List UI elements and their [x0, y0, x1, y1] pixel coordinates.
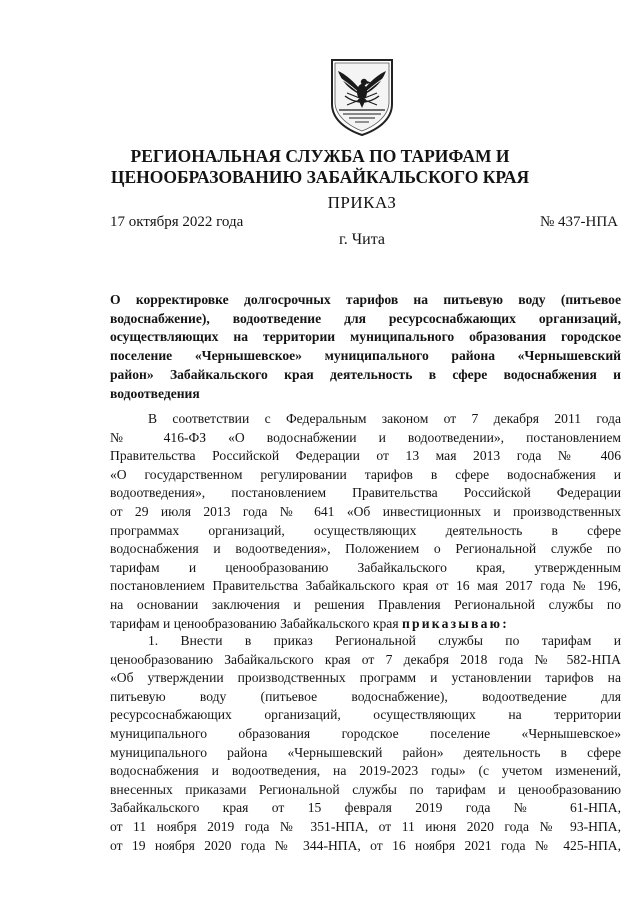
organization-name-line: ЦЕНООБРАЗОВАНИЮ ЗАБАЙКАЛЬСКОГО КРАЯ: [110, 167, 530, 187]
paragraph-line: от 11 ноября 2019 года № 351-НПА, от 11 июня 2020 года № 93-НПА,: [110, 818, 621, 834]
paragraph-line: от 29 июля 2013 года № 641 «Об инвестиционных и производственных: [110, 503, 621, 519]
document-number: № 437-НПА: [539, 214, 618, 230]
paragraph-line: муниципального образования городское поселение «Чернышевское»: [110, 725, 621, 741]
document-type: ПРИКАЗ: [327, 193, 397, 212]
paragraph-line: на основании заключения и решения Правления Региональной службы по: [110, 596, 621, 612]
paragraph-line: водоснабжения и водоотведения», Положением о Региональной службе по: [110, 541, 621, 557]
paragraph-line: «О государственном регулировании тарифов в сфере водоснабжения и: [110, 466, 621, 482]
document-city: г. Чита: [338, 231, 385, 248]
title-line: район» Забайкальского края деятельность в сфере водоснабжения и: [110, 366, 621, 382]
paragraph-line: № 416-ФЗ «О водоснабжении и водоотведении», постановлением: [110, 429, 621, 445]
paragraph-line: 1. Внести в приказ Региональной службы по тарифам и: [148, 633, 621, 648]
preamble-paragraph: [110, 410, 621, 633]
title-line: водоотведения: [110, 385, 200, 401]
title-line: водоснабжение), водоотведение для ресурсоснабжающих организаций,: [110, 310, 621, 326]
paragraph-line: водоснабжения и водоотведения, на 2019-2023 годы» (с учетом изменений,: [110, 763, 621, 779]
paragraph-line: ресурсоснабжающих организаций, осуществляющих на территории: [110, 707, 621, 723]
paragraph-line: внесенных приказами Региональной службы по тарифам и ценообразованию: [110, 781, 621, 797]
paragraph-line: водоотведения», постановлением Правительства Российской Федерации: [110, 485, 621, 501]
paragraph-line: Правительства Российской Федерации от 13 мая 2013 года № 406: [110, 448, 621, 464]
title-line: осуществляющих на территории муниципального образования городское: [110, 329, 621, 345]
coat-of-arms-emblem: [329, 58, 395, 136]
item-1-paragraph: [110, 632, 621, 855]
organization-name-line: РЕГИОНАЛЬНАЯ СЛУЖБА ПО ТАРИФАМ И: [130, 146, 510, 166]
document-date: 17 октября 2022 года: [110, 214, 244, 230]
paragraph-text: тарифам и ценообразованию Забайкальского края: [110, 615, 402, 631]
paragraph-line: программах организаций, осуществляющих деятельность в сфере: [110, 522, 621, 538]
paragraph-line: ценообразованию Забайкальского края от 7 декабря 2018 года № 582-НПА: [110, 651, 621, 667]
order-keyword: приказываю:: [401, 615, 509, 631]
title-line: О корректировке долгосрочных тарифов на питьевую воду (питьевое: [110, 292, 621, 307]
organization-name: [0, 146, 640, 188]
paragraph-line: В соответствии с Федеральным законом от 7 декабря 2011 года: [148, 411, 621, 426]
paragraph-line: [110, 615, 621, 634]
title-line: поселение «Чернышевское» муниципального района «Чернышевский: [110, 348, 621, 364]
paragraph-line: «Об утверждении производственных программ и установлении тарифов на: [110, 670, 621, 686]
paragraph-line: Забайкальского края от 15 февраля 2019 года № 61-НПА,: [110, 800, 621, 816]
paragraph-line: постановлением Правительства Забайкальского края от 16 мая 2017 года № 196,: [110, 578, 621, 594]
paragraph-line: питьевую воду (питьевое водоснабжение), водоотведение для: [110, 688, 621, 704]
paragraph-line: от 19 ноября 2020 года № 344-НПА, от 16 ноября 2021 года № 425-НПА,: [110, 837, 621, 853]
document-title: [110, 291, 621, 403]
paragraph-line: муниципального района «Чернышевский район» деятельность в сфере: [110, 744, 621, 760]
paragraph-line: тарифам и ценообразованию Забайкальского края, утвержденным: [110, 559, 621, 575]
